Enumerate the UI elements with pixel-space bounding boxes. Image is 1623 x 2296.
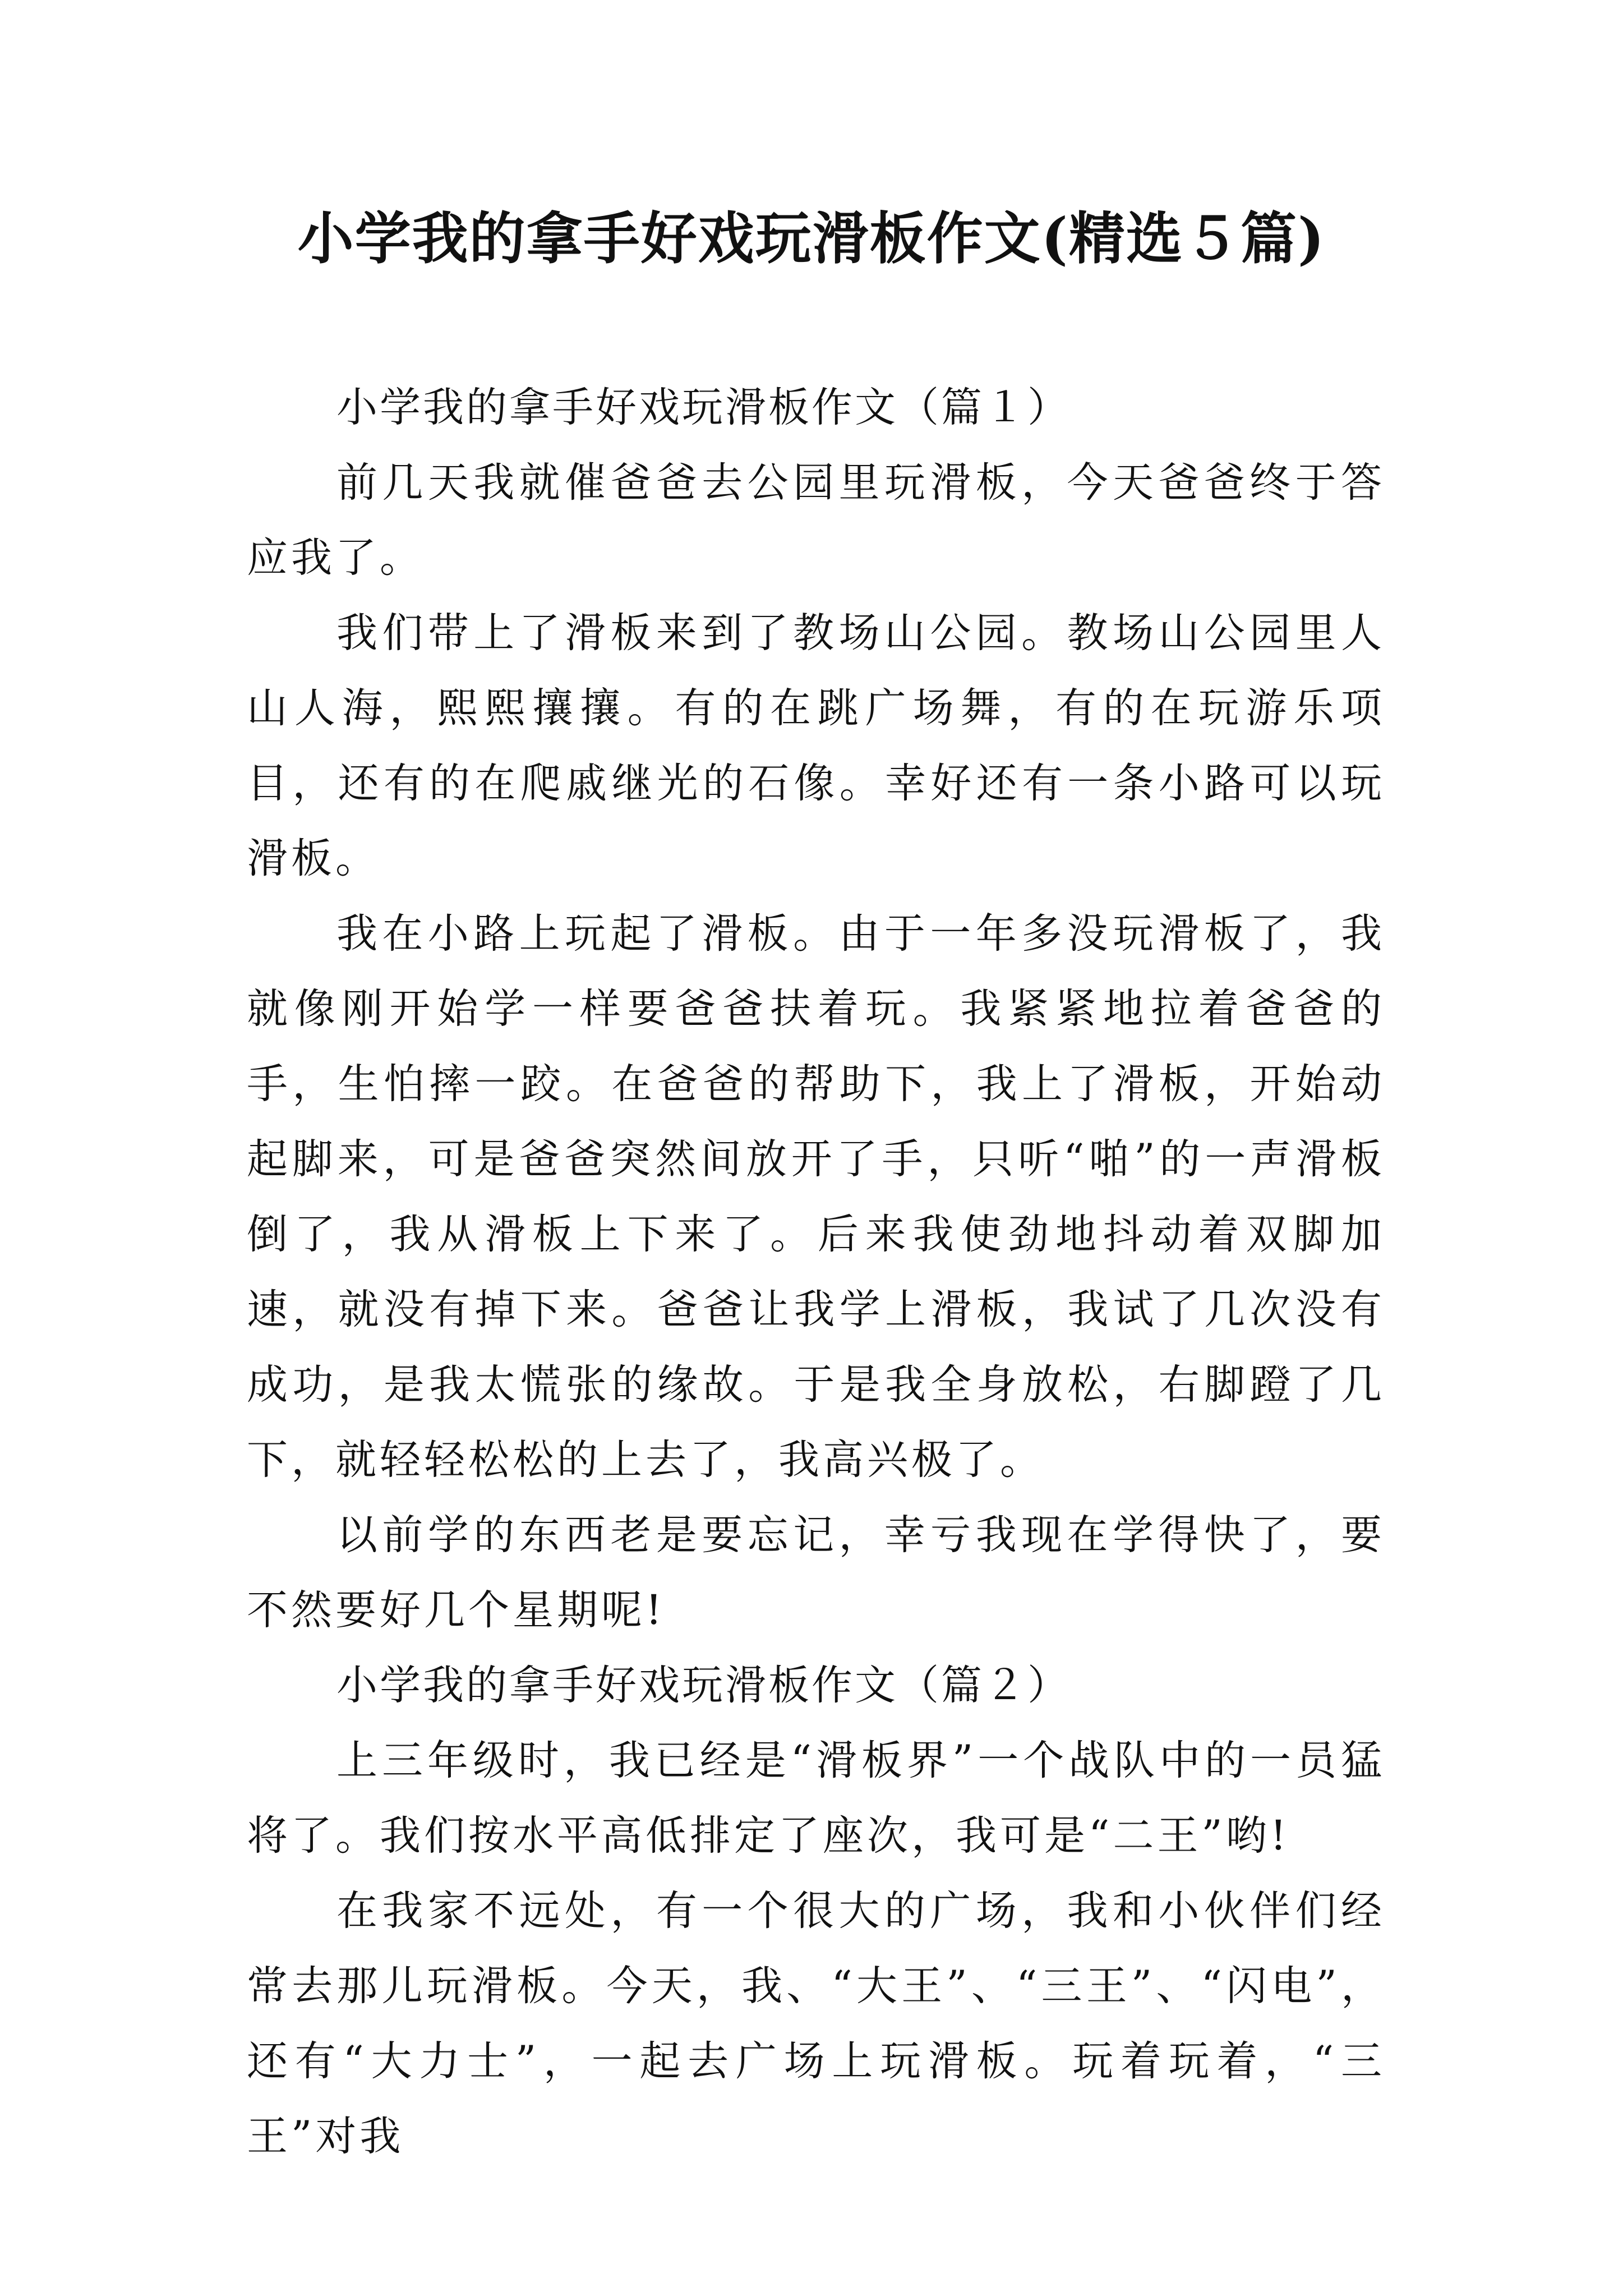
document-body xyxy=(247,370,1385,2174)
paragraph: 上三年级时，我已经是“滑板界”一个战队中的一员猛将了。我们按水平高低排定了座次，我可是“二王”哟! xyxy=(247,1737,1385,1860)
paragraph: 以前学的东西老是要忘记，幸亏我现在学得快了，要不然要好几个星期呢! xyxy=(247,1511,1385,1634)
paragraph: 前几天我就催爸爸去公园里玩滑板，今天爸爸终于答应我了。 xyxy=(247,459,1385,582)
paragraph: 在我家不远处，有一个很大的广场，我和小伙伴们经常去那儿玩滑板。今天，我、“大王”、“三王”、“闪电”，还有“大力士”，一起去广场上玩滑板。玩着玩着，“三王”对我 xyxy=(247,1887,1385,2160)
section-heading-2: 小学我的拿手好戏玩滑板作文（篇２） xyxy=(336,1662,1071,1709)
section-heading-1: 小学我的拿手好戏玩滑板作文（篇１） xyxy=(336,384,1071,431)
paragraph: 我们带上了滑板来到了教场山公园。教场山公园里人山人海，熙熙攘攘。有的在跳广场舞，有的在玩游乐项目，还有的在爬戚继光的石像。幸好还有一条小路可以玩滑板。 xyxy=(247,609,1385,882)
paragraph: 我在小路上玩起了滑板。由于一年多没玩滑板了，我就像刚开始学一样要爸爸扶着玩。我紧紧地拉着爸爸的手，生怕摔一跤。在爸爸的帮助下，我上了滑板，开始动起脚来，可是爸爸突然间放开了手，只听“啪”的一声滑板倒了，我从滑板上下来了。后来我使劲地抖动着双脚加速，就没有掉下来。爸爸让我学上滑板，我试了几次没有成功，是我太慌张的缘故。于是我全身放松，右脚蹬了几下，就轻轻松松的上去了，我高兴极了。 xyxy=(247,910,1385,1484)
document-title: 小学我的拿手好戏玩滑板作文(精选５篇) xyxy=(297,205,1326,272)
